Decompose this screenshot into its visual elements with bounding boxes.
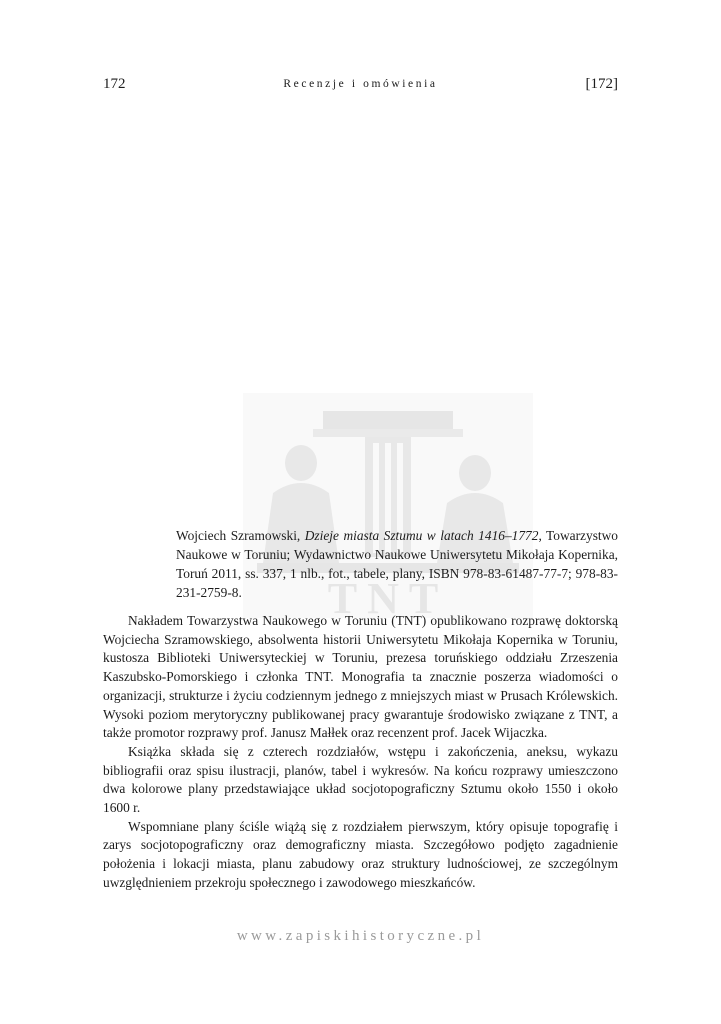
paragraph-3: Wspomniane plany ściśle wiążą się z rozdziałem pierwszym, który opisuje topografię i zarys socjotopograficzny oraz demograficzny miasta. Szczegółowo podjęto zagadnienie położenia i lokacji miasta, planu zabudowy oraz struktury ludnościowej, ze szczególnym uwzględnieniem przekroju społecznego i zawodowego mieszkańców. [103, 818, 618, 890]
book-citation [176, 526, 618, 602]
watermark-text: TNT [327, 574, 449, 618]
citation-author: Wojciech Szramowski, [176, 528, 305, 543]
page-number-right: [172] [585, 76, 618, 92]
citation-title: Dzieje miasta Sztumu w latach 1416–1772 [304, 528, 539, 543]
paragraph-2: Książka składa się z czterech rozdziałów, wstępu i zakończenia, aneksu, wykazu bibliografii oraz spisu ilustracji, planów, tabel i wykresów. Na końcu rozprawy umieszczono dwa kolorowe plany przedstawiające układ socjotopograficzny Sztumu około 1550 i około 1600 r. [103, 743, 618, 816]
citation-details: , Towarzystwo Naukowe w Toruniu; Wydawnictwo Naukowe Uniwersytetu Mikołaja Kopernika, Toruń 2011, ss. 337, 1 nlb., fot., tabele, plany, ISBN 978-83-61487-77-7; 978-83-231-2759-8. [176, 528, 618, 600]
review-body [103, 612, 618, 893]
paragraph-1: Nakładem Towarzystwa Naukowego w Toruniu (TNT) opublikowano rozprawę doktorską Wojciecha Szramowskiego, absolwenta historii Uniwersytetu Mikołaja Kopernika w Toruniu, kustosza Biblioteki Uniwersyteckiej w Toruniu, prezesa toruńskiego oddziału Zrzeszenia Kaszubsko-Pomorskiego i członka TNT. Monografia ta znacznie poszerza wiadomości o organizacji, strukturze i życiu codziennym jednego z mniejszych miast w Prusach Królewskich. Wysoki poziom merytoryczny publikowanej pracy gwarantuje środowisko związane z TNT, a także promotor rozprawy prof. Janusz Małłek oraz recenzent prof. Jacek Wijaczka. [103, 613, 618, 741]
section-title: Recenzje i omówienia [283, 78, 438, 90]
running-head [103, 76, 618, 96]
page-number-left: 172 [103, 76, 126, 92]
footer-url: www.zapiskihistoryczne.pl [236, 928, 485, 944]
